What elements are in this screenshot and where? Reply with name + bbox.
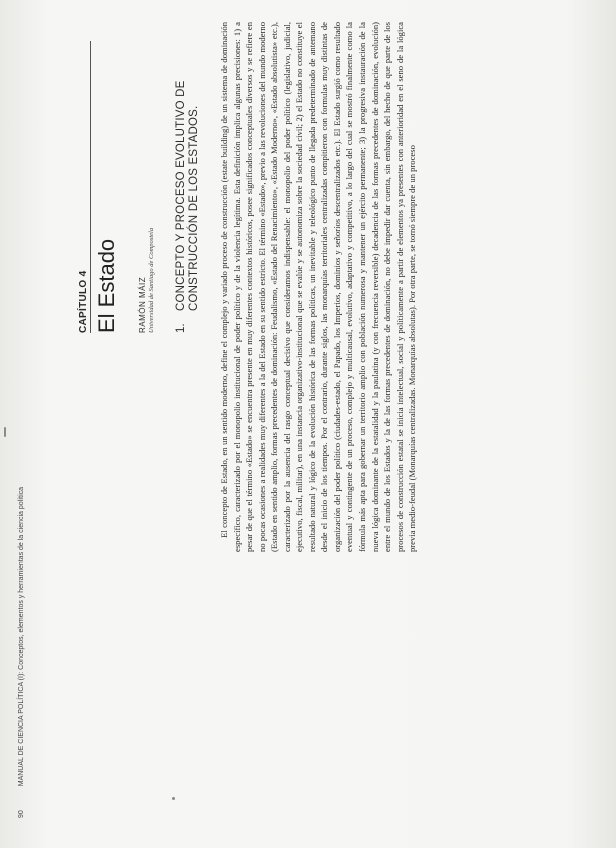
- author-affiliation: Universidad de Santiago de Compostela: [148, 227, 155, 333]
- section-title: CONCEPTO Y PROCESO EVOLUTIVO DE CONSTRUCCIÓN DE LOS ESTADOS.: [175, 80, 200, 311]
- author-name: RAMÓN MÁIZ: [138, 276, 147, 333]
- page-footer: [18, 318, 25, 818]
- body-text: [218, 22, 419, 552]
- page-number: 90: [18, 810, 25, 818]
- chapter-label: CAPÍTULO 4: [78, 270, 89, 333]
- body-paragraph: El concepto de Estado, en un sentido moderno, define el complejo y variado proceso de construcción (estate building) de un sistema de dominación específico, caracterizado por el monopolio institucional de poder político y de la violencia legítima. Esta definición implica algunas precisiones: 1) a pesar de que el término «Estado» se encuentra presente en muy diferentes contextos históricos, posee significados conceptuales diversos y se refiere en no pocas ocasiones a realidades muy diferentes a la del Estado en su sentido estricto. El término «Estado», previo a las revoluciones del mundo moderno (Estado en sentido amplio, formas precedentes de dominación: Feudalismo, «Estado del Renacimiento», «Estado Moderno», «Estado absolutista» etc.), caracterizado por la ausencia del rasgo conceptual decisivo que consideramos indispensable: el monopolio del poder político (legislativo, judicial, ejecutivo, fiscal, militar), en una instancia organizativo-institucional que se evalúe y se autonomiza sobre la sociedad civil; 2) el Estado no constituye el resultado natural y lógico de la evolución histórica de las formas políticas, un inevitable y teleológico punto de llegada predeterminado de antemano desde el inicio de los tiempos. Por el contrario, durante siglos, las monarquías territoriales centralizadas compitieron con formulas muy distintas de organización del poder político (ciudades-estado, el Papado, los Imperios, dominios y señoríos descentralizados etc.). El Estado surgió como resultado eventual y contingente de un proceso, complejo y multicausal, evolutivo, adaptativo y competitivo, a lo largo del cual se mostró finalmente como la fórmula más apta para gobernar un territorio amplio con población numerosa y mantener un ejército permanente; 3) la progresiva instauración de la nueva lógica dominante de la estatalidad y la paulatina (y con frecuencia reversible) decadencia de las formas precedentes de dominación, evolución) entre el mundo de los Estados y la de las formas precedentes de dominación, no debe impedir dar cuenta, sin embargo, del hecho de que parte de los procesos de construcción estatal se inicia intelectual, social y políticamente a partir de elementos ya presentes con anterioridad en el seno de la lógica previa medio-feudal (Monarquías centralizadas. Monarquías absolutas). Por otra parte, se tornó siempre de un proceso: [219, 22, 418, 552]
- running-head: MANUAL DE CIENCIA POLÍTICA (I): Conceptos, elementos y herramientas de la ciencia política: [18, 486, 25, 787]
- section-number: 1.: [175, 323, 187, 333]
- chapter-title: El Estado: [94, 238, 119, 333]
- chapter-rule: [90, 41, 91, 333]
